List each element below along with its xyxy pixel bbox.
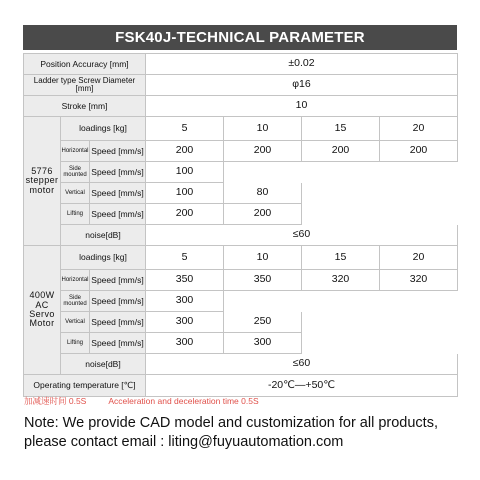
- servo-loadings-row: [24, 246, 458, 270]
- servo-lifting-speed: 300: [224, 333, 302, 354]
- servo-motor-line-4: Motor: [29, 318, 55, 329]
- servo-loading-cell: 10: [224, 246, 302, 270]
- servo-side-label: Side mounted: [61, 291, 90, 312]
- servo-noise-row: [24, 354, 458, 375]
- stepper-horizontal-speed-label: Speed [mm/s]: [90, 141, 146, 162]
- parameter-table: [23, 53, 458, 397]
- empty-cell: [302, 333, 458, 354]
- stepper-horizontal-speed: 200: [380, 141, 458, 162]
- stepper-loadings-label: loadings [kg]: [61, 117, 146, 141]
- stepper-lifting-speed: 200: [146, 204, 224, 225]
- stepper-horizontal-speed: 200: [302, 141, 380, 162]
- empty-cell: [224, 291, 458, 312]
- row-operating-temperature: [24, 375, 458, 397]
- row-stroke: [24, 96, 458, 117]
- servo-vertical-speed: 300: [146, 312, 224, 333]
- servo-motor-label: [24, 246, 61, 375]
- stepper-noise-value: ≤60: [146, 225, 458, 246]
- stepper-lifting-label: Lifting: [61, 204, 90, 225]
- accel-decel-note: [24, 395, 259, 407]
- servo-vertical-speed-label: Speed [mm/s]: [90, 312, 146, 333]
- stepper-lifting-speed: 200: [224, 204, 302, 225]
- position-accuracy-label: Position Accuracy [mm]: [24, 54, 146, 75]
- stepper-side-row: [24, 162, 458, 183]
- servo-motor-line-2: AC: [35, 299, 49, 310]
- position-accuracy-value: ±0.02: [146, 54, 458, 75]
- stepper-noise-label: noise[dB]: [61, 225, 146, 246]
- stepper-vertical-speed-label: Speed [mm/s]: [90, 183, 146, 204]
- stepper-lifting-speed-label: Speed [mm/s]: [90, 204, 146, 225]
- empty-cell: [302, 312, 458, 333]
- stroke-label: Stroke [mm]: [24, 96, 146, 117]
- servo-loading-cell: 20: [380, 246, 458, 270]
- servo-lifting-speed-label: Speed [mm/s]: [90, 333, 146, 354]
- servo-loadings-label: loadings [kg]: [61, 246, 146, 270]
- servo-horizontal-row: [24, 270, 458, 291]
- servo-horizontal-speed: 350: [146, 270, 224, 291]
- stepper-vertical-speed: 100: [146, 183, 224, 204]
- page-title: FSK40J-TECHNICAL PARAMETER: [23, 25, 457, 50]
- servo-horizontal-speed: 350: [224, 270, 302, 291]
- stepper-loading-cell: 10: [224, 117, 302, 141]
- servo-horizontal-speed-label: Speed [mm/s]: [90, 270, 146, 291]
- servo-loading-cell: 15: [302, 246, 380, 270]
- stroke-value: 10: [146, 96, 458, 117]
- servo-noise-label: noise[dB]: [61, 354, 146, 375]
- servo-motor-line-1: 400W: [29, 290, 55, 301]
- servo-motor-line-3: Servo: [29, 309, 55, 319]
- note-line-1: Note: We provide CAD model and customization for all products,: [24, 415, 438, 431]
- servo-noise-value: ≤60: [146, 354, 458, 375]
- stepper-motor-line-1: 5776: [31, 165, 53, 176]
- screw-diameter-value: φ16: [146, 75, 458, 96]
- stepper-horizontal-speed: 200: [224, 141, 302, 162]
- stepper-loadings-row: [24, 117, 458, 141]
- empty-cell: [224, 162, 458, 183]
- servo-horizontal-label: Horizontal: [61, 270, 90, 291]
- servo-vertical-row: [24, 312, 458, 333]
- stepper-noise-row: [24, 225, 458, 246]
- stepper-vertical-label: Vertical: [61, 183, 90, 204]
- stepper-horizontal-label: Horizontal: [61, 141, 90, 162]
- servo-side-speed-label: Speed [mm/s]: [90, 291, 146, 312]
- servo-side-row: [24, 291, 458, 312]
- stepper-side-speed: 100: [146, 162, 224, 183]
- stepper-horizontal-speed: 200: [146, 141, 224, 162]
- note-line-2: please contact email : liting@fuyuautomation.com: [24, 434, 344, 450]
- stepper-loading-cell: 15: [302, 117, 380, 141]
- stepper-side-speed-label: Speed [mm/s]: [90, 162, 146, 183]
- stepper-motor-line-2: stepper: [25, 175, 59, 186]
- servo-horizontal-speed: 320: [302, 270, 380, 291]
- stepper-vertical-row: [24, 183, 458, 204]
- stepper-horizontal-row: [24, 141, 458, 162]
- servo-side-speed: 300: [146, 291, 224, 312]
- row-position-accuracy: [24, 54, 458, 75]
- stepper-motor-label: [24, 117, 61, 246]
- row-screw-diameter: [24, 75, 458, 96]
- empty-cell: [302, 183, 458, 204]
- servo-lifting-speed: 300: [146, 333, 224, 354]
- servo-vertical-speed: 250: [224, 312, 302, 333]
- contact-note: [24, 414, 464, 452]
- screw-diameter-label: Ladder type Screw Diameter [mm]: [24, 75, 146, 96]
- servo-lifting-label: Lifting: [61, 333, 90, 354]
- stepper-vertical-speed: 80: [224, 183, 302, 204]
- stepper-side-label: Side mounted: [61, 162, 90, 183]
- servo-vertical-label: Vertical: [61, 312, 90, 333]
- servo-lifting-row: [24, 333, 458, 354]
- stepper-motor-line-3: motor: [29, 184, 55, 195]
- servo-loading-cell: 5: [146, 246, 224, 270]
- stepper-loading-cell: 20: [380, 117, 458, 141]
- servo-horizontal-speed: 320: [380, 270, 458, 291]
- accel-chinese-text: 加减速时间 0.5S: [24, 396, 87, 406]
- stepper-lifting-row: [24, 204, 458, 225]
- accel-english-text: Acceleration and deceleration time 0.5S: [108, 396, 259, 406]
- operating-temperature-value: -20℃—+50℃: [146, 375, 458, 397]
- empty-cell: [302, 204, 458, 225]
- stepper-loading-cell: 5: [146, 117, 224, 141]
- operating-temperature-label: Operating temperature [℃]: [24, 375, 146, 397]
